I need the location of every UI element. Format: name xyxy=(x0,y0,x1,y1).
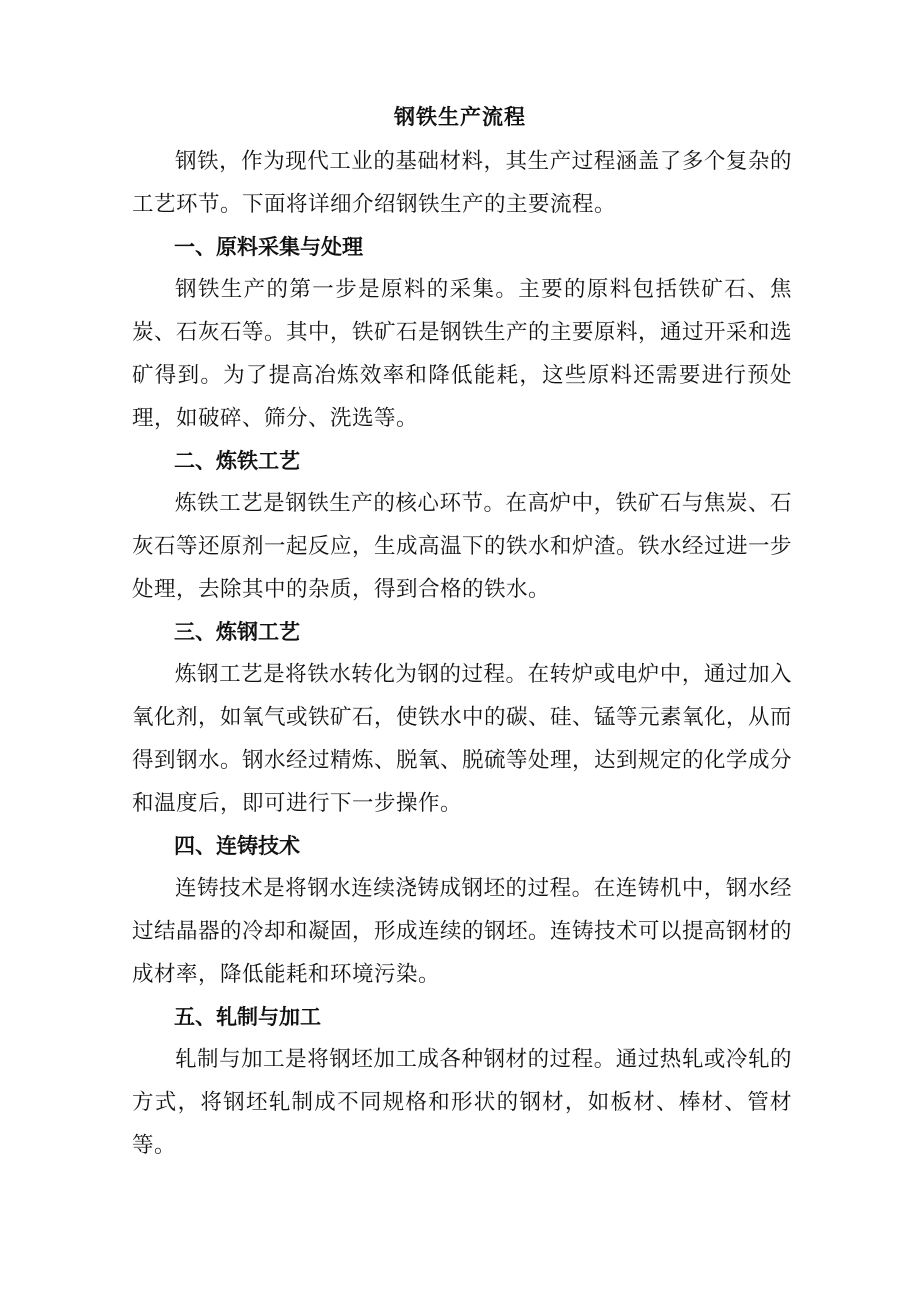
section-body-steelmaking: 炼钢工艺是将铁水转化为钢的过程。在转炉或电炉中，通过加入氧化剂，如氧气或铁矿石，使铁水中的碳、硅、锰等元素氧化，从而得到钢水。钢水经过精炼、脱氧、脱硫等处理，达到规定的化学成分和温度后，即可进行下一步操作。 xyxy=(132,662,793,816)
section-body-raw-materials: 钢铁生产的第一步是原料的采集。主要的原料包括铁矿石、焦炭、石灰石等。其中，铁矿石是钢铁生产的主要原料，通过开采和选矿得到。为了提高冶炼效率和降低能耗，这些原料还需要进行预处理，如破碎、筛分、洗选等。 xyxy=(132,277,793,431)
section-heading-ironmaking: 二、炼铁工艺 xyxy=(174,448,300,473)
section-heading-raw-materials: 一、原料采集与处理 xyxy=(174,234,363,259)
section-heading-rolling: 五、轧制与加工 xyxy=(174,1004,321,1029)
intro-paragraph: 钢铁，作为现代工业的基础材料，其生产过程涵盖了多个复杂的工艺环节。下面将详细介绍钢铁生产的主要流程。 xyxy=(132,149,792,217)
document-body xyxy=(132,140,792,1167)
document-title: 钢铁生产流程 xyxy=(394,104,526,129)
section-body-rolling: 轧制与加工是将钢坯加工成各种钢材的过程。通过热轧或冷轧的方式，将钢坯轧制成不同规格和形状的钢材，如板材、棒材、管材等。 xyxy=(132,1047,792,1158)
section-heading-continuous-casting: 四、连铸技术 xyxy=(174,833,300,858)
section-heading-steelmaking: 三、炼钢工艺 xyxy=(174,619,300,644)
section-body-continuous-casting: 连铸技术是将钢水连续浇铸成钢坯的过程。在连铸机中，钢水经过结晶器的冷却和凝固，形成连续的钢坯。连铸技术可以提高钢材的成材率，降低能耗和环境污染。 xyxy=(132,876,793,987)
section-body-ironmaking: 炼铁工艺是钢铁生产的核心环节。在高炉中，铁矿石与焦炭、石灰石等还原剂一起反应，生成高温下的铁水和炉渣。铁水经过进一步处理，去除其中的杂质，得到合格的铁水。 xyxy=(132,491,793,602)
